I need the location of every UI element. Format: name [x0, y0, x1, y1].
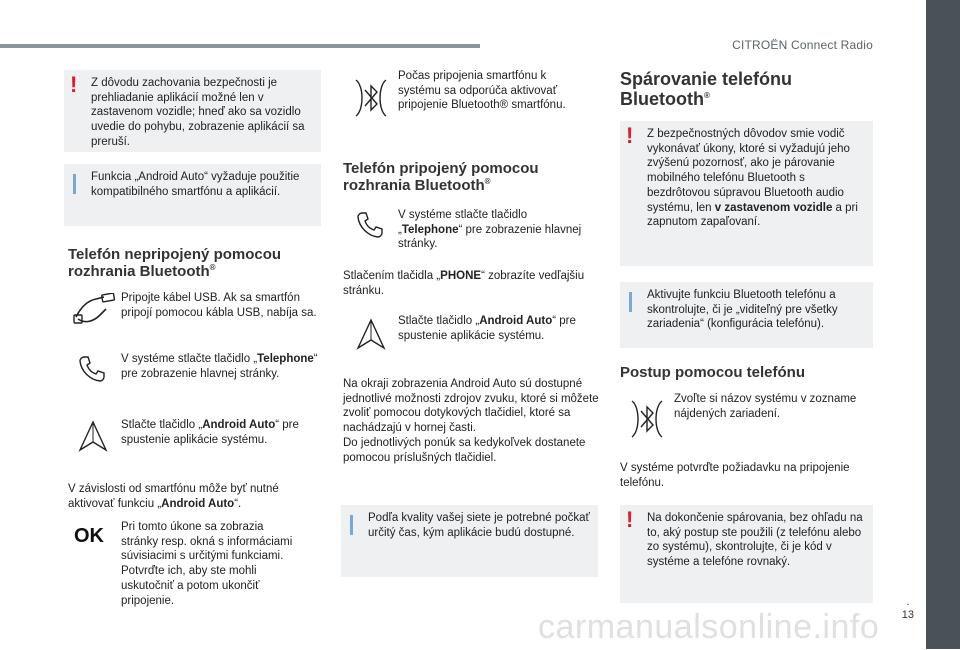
warning-box-safety	[64, 70, 321, 152]
phone-handset-icon	[356, 211, 384, 239]
bluetooth-icon	[352, 76, 390, 120]
heading-line1: Telefón pripojený pomocou	[343, 160, 539, 177]
phone-text: V systéme stlačte tlačidlo „Telephone“ pre zobrazenie hlavnej stránky.	[121, 353, 318, 380]
info-text: Podľa kvality vašej siete je potrebné počkať určitý čas, kým aplikácie budú dostupné.	[368, 512, 590, 539]
warning-icon: !	[626, 507, 634, 532]
page-number	[902, 596, 914, 622]
warning-text: Z bezpečnostných dôvodov smie vodič vykonávať úkony, ktoré si vyžadujú jeho zvýšenú pozornosť, ako je párovanie mobilného telefónu Bluetooth s bezdrôtovou súpravou Bluetooth audio systému, len v zastavenom vozidle a pri zapnutom zapaľovaní.	[647, 128, 858, 229]
warning-box-pairing	[620, 121, 873, 266]
heading-line2: rozhrania Bluetooth	[343, 176, 485, 194]
select-system-text: Zvoľte si názov systému v zozname nájdených zariadení.	[674, 393, 857, 420]
phone-button-text: Stlačením tlačidla „PHONE“ zobrazíte vedľajšiu stránku.	[343, 270, 585, 297]
heading-line1: Telefón nepripojený pomocou	[68, 246, 282, 263]
info-icon	[73, 174, 76, 194]
usb-cable-icon	[72, 293, 116, 327]
confirm-text: V systéme potvrďte požiadavku na pripojenie telefónu.	[620, 462, 850, 489]
android-auto-icon	[78, 420, 108, 452]
info-box-network	[341, 505, 598, 577]
ok-text: Pri tomto úkone sa zobrazia stránky resp. okná s informáciami súvisiacimi s určitými funkciami. Potvrďte ich, aby ste mohli uskutočniť a potom ukončiť pripojenie.	[121, 521, 293, 607]
watermark: carmanualsonline.info	[538, 608, 880, 646]
phone-handset-icon	[78, 355, 106, 383]
heading-not-connected	[68, 247, 328, 281]
android-auto-text: Stlačte tlačidlo „Android Auto“ pre spustenie aplikácie systému.	[121, 419, 299, 446]
usb-text: Pripojte kábel USB. Ak sa smartfón pripojí pomocou kábla USB, nabíja sa.	[121, 292, 317, 319]
heading-line1: Spárovanie telefónu	[620, 69, 793, 89]
header-rule	[0, 44, 480, 48]
heading-line2: rozhrania Bluetooth	[68, 262, 210, 280]
warning-text: Z dôvodu zachovania bezpečnosti je prehliadanie aplikácií možné len v zastavenom vozidle; hneď ako sa vozidlo uvedie do pohybu, zobrazenie aplikácií sa preruší.	[91, 77, 305, 148]
warning-icon: !	[70, 72, 78, 97]
reg-mark: ®	[209, 262, 216, 272]
heading-connected	[343, 161, 603, 195]
paragraph-2: Do jednotlivých ponúk sa kedykoľvek dostanete pomocou príslušných tlačidiel.	[343, 436, 586, 464]
smartphone-note: V závislosti od smartfónu môže byť nutné aktivovať funkciu „Android Auto“.	[68, 483, 279, 510]
info-icon	[350, 515, 353, 535]
info-text: Funkcia „Android Auto“ vyžaduje použitie kompatibilného smartfónu a aplikácií.	[91, 171, 300, 198]
phone-text: V systéme stlačte tlačidlo „Telephone“ pre zobrazenie hlavnej stránky.	[398, 209, 582, 251]
ok-icon: OK	[74, 525, 104, 547]
page-number-value: 13	[901, 609, 914, 622]
android-auto-text: Stlačte tlačidlo „Android Auto“ pre spustenie aplikácie systému.	[398, 315, 576, 342]
brand-label: CITROËN Connect Radio	[732, 38, 873, 52]
heading-pairing	[620, 70, 880, 110]
bluetooth-recommend-text: Počas pripojenia smartfónu k systému sa odporúča aktivovať pripojenie Bluetooth® smartfónu.	[398, 70, 566, 112]
android-auto-description	[343, 377, 605, 465]
page-dot: .	[906, 596, 910, 608]
warning-box-code	[620, 505, 873, 603]
info-box-visibility	[620, 282, 873, 348]
bluetooth-icon	[628, 397, 666, 441]
info-box-android-auto	[64, 164, 321, 226]
subheading-phone-procedure: Postup pomocou telefónu	[620, 364, 805, 381]
heading-line2: Bluetooth	[620, 88, 704, 109]
warning-icon: !	[626, 123, 634, 148]
info-icon	[629, 292, 632, 312]
reg-mark: ®	[703, 90, 710, 100]
paragraph-1: Na okraji zobrazenia Android Auto sú dostupné jednotlivé možnosti zdrojov zvuku, ktoré si môžete zvoliť pomocou dotykových tlačidiel, ktoré sa nachádzajú v hornej časti.	[343, 378, 599, 435]
reg-mark: ®	[484, 176, 491, 186]
info-text: Aktivujte funkciu Bluetooth telefónu a skontrolujte, či je „viditeľný pre všetky zariadenia“ (konfigurácia telefónu).	[647, 289, 838, 331]
android-auto-icon	[356, 318, 386, 350]
side-strip	[926, 0, 960, 649]
warning-text: Na dokončenie spárovania, bez ohľadu na to, aký postup ste použili (z telefónu alebo zo systému), skontrolujte, či je kód v systéme a telefóne rovnaký.	[647, 512, 863, 569]
